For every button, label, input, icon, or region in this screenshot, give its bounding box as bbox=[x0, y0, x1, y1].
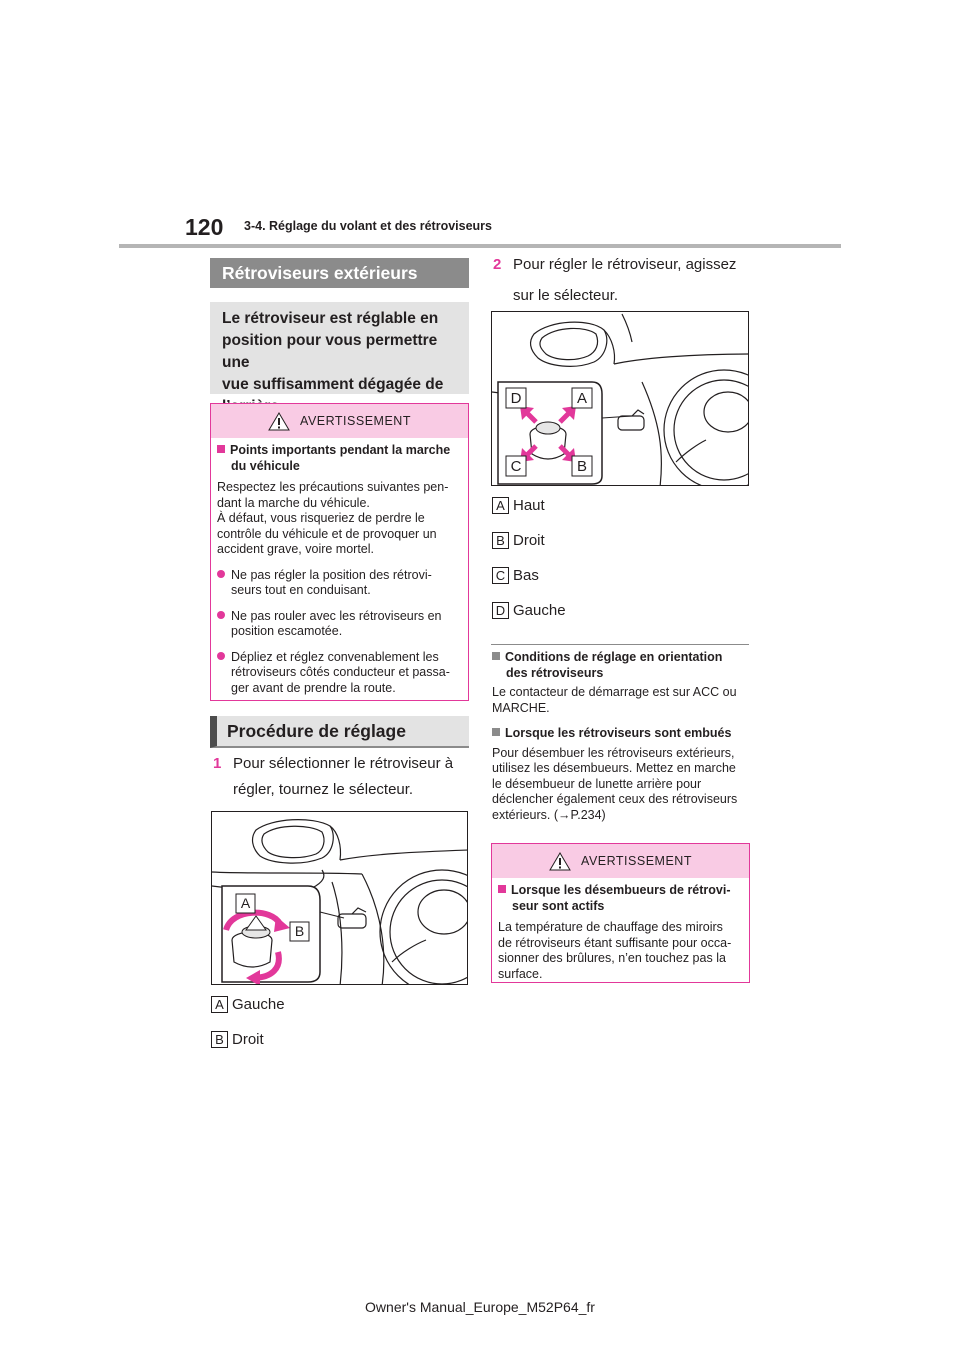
figure-mirror-selector bbox=[211, 811, 468, 985]
step-1 bbox=[213, 753, 473, 801]
figure-mirror-adjust bbox=[491, 311, 749, 486]
figure-2-label-c: C bbox=[510, 458, 522, 475]
warning-text: sionner des brûlures, n’en touchez pas la bbox=[498, 951, 726, 965]
section-title-text: Rétroviseurs extérieurs bbox=[222, 262, 418, 283]
legend-key: A bbox=[211, 996, 228, 1013]
step-text: Pour régler le rétroviseur, agissez bbox=[513, 256, 737, 273]
warning-bullet: Dépliez et réglez convenablement les bbox=[231, 649, 439, 664]
legend-key: D bbox=[492, 602, 509, 619]
legend-key: B bbox=[492, 532, 509, 549]
figure-2-label-d: D bbox=[510, 390, 522, 407]
section-title bbox=[210, 258, 469, 288]
note-divider bbox=[491, 644, 749, 645]
step-number: 2 bbox=[493, 256, 502, 273]
figure-1-label-b: B bbox=[294, 923, 305, 939]
intro-line: position pour vous permettre une bbox=[222, 332, 438, 371]
bullet-dot-icon bbox=[217, 570, 225, 578]
legend-text: Bas bbox=[513, 567, 539, 584]
legend-key: A bbox=[492, 497, 509, 514]
warning-bullet: seurs tout en conduisant. bbox=[231, 583, 371, 597]
note-text: le désembueur de lunette arrière pour bbox=[492, 776, 702, 791]
legend-item bbox=[211, 1031, 264, 1048]
note-text: Pour désembuer les rétroviseurs extérieurs, bbox=[492, 745, 735, 760]
note-fogged-mirrors bbox=[492, 726, 752, 823]
procedure-title bbox=[210, 716, 469, 748]
note-text: utilisez les désembueurs. Mettez en marche bbox=[492, 761, 736, 775]
note-heading: des rétroviseurs bbox=[506, 665, 604, 680]
legend-item bbox=[492, 567, 539, 584]
square-bullet-icon bbox=[498, 885, 506, 893]
note-text: Le contacteur de démarrage est sur ACC ou bbox=[492, 685, 737, 699]
warning-text: dant la marche du véhicule. bbox=[217, 495, 370, 510]
figure-2-label-a: A bbox=[576, 390, 588, 407]
step-text: sur le sélecteur. bbox=[513, 287, 619, 304]
footer-text: Owner's Manual_Europe_M52P64_fr bbox=[365, 1299, 595, 1315]
note-text: extérieurs. (→P.234) bbox=[492, 807, 606, 822]
warning-text: Respectez les précautions suivantes pen- bbox=[217, 480, 449, 494]
warning-bullet: ger avant de prendre la route. bbox=[231, 680, 396, 695]
bullet-dot-icon bbox=[217, 652, 225, 660]
header-divider bbox=[119, 244, 841, 248]
warning-header bbox=[211, 404, 468, 438]
intro-line: vue suffisamment dégagée de bbox=[222, 376, 444, 393]
warning-triangle-icon bbox=[549, 852, 571, 871]
legend-text: Gauche bbox=[513, 602, 566, 619]
warning-bullet: position escamotée. bbox=[231, 624, 343, 638]
warning-text: contrôle du véhicule et de provoquer un bbox=[217, 526, 437, 541]
page-number: 120 bbox=[185, 214, 224, 240]
note-heading: Lorsque les rétroviseurs sont embués bbox=[505, 726, 732, 740]
procedure-title-text: Procédure de réglage bbox=[227, 720, 406, 741]
warning-title: AVERTISSEMENT bbox=[300, 414, 411, 428]
warning-text: accident grave, voire mortel. bbox=[217, 542, 375, 556]
legend-text: Droit bbox=[232, 1031, 264, 1048]
warning-box bbox=[210, 403, 469, 701]
intro-line: Le rétroviseur est réglable en bbox=[222, 310, 439, 327]
legend-item bbox=[211, 996, 285, 1013]
warning-bullet: rétroviseurs côtés conducteur et passa- bbox=[231, 665, 450, 679]
warning-heading: seur sont actifs bbox=[512, 898, 605, 913]
warning-text: La température de chauffage des miroirs bbox=[498, 920, 723, 934]
square-bullet-icon bbox=[492, 728, 500, 736]
legend-text: Haut bbox=[513, 497, 545, 514]
figure-2-illustration bbox=[492, 312, 749, 486]
warning-bullet: Ne pas régler la position des rétrovi- bbox=[231, 567, 432, 582]
note-text: MARCHE. bbox=[492, 700, 550, 715]
note-heading: Conditions de réglage en orientation bbox=[505, 650, 723, 664]
legend-item bbox=[492, 602, 566, 619]
warning-title: AVERTISSEMENT bbox=[581, 854, 692, 868]
step-number: 1 bbox=[213, 755, 222, 772]
bullet-dot-icon bbox=[217, 611, 225, 619]
figure-2-label-b: B bbox=[576, 458, 588, 475]
square-bullet-icon bbox=[217, 445, 225, 453]
figure-1-label-a: A bbox=[240, 895, 251, 911]
legend-text: Gauche bbox=[232, 996, 285, 1013]
warning-header bbox=[492, 844, 749, 878]
square-bullet-icon bbox=[492, 652, 500, 660]
warning-bullet: Ne pas rouler avec les rétroviseurs en bbox=[231, 608, 442, 623]
intro-box bbox=[210, 302, 469, 394]
figure-1-illustration bbox=[212, 812, 468, 985]
legend-item bbox=[492, 497, 545, 514]
step-text: Pour sélectionner le rétroviseur à bbox=[233, 755, 454, 772]
warning-text: surface. bbox=[498, 966, 543, 981]
warning-text: À défaut, vous risqueriez de perdre le bbox=[217, 511, 425, 525]
warning-box-defogger bbox=[491, 843, 750, 983]
warning-heading: Lorsque les désembueurs de rétrovi- bbox=[511, 883, 731, 897]
chapter-title: 3-4. Réglage du volant et des rétroviseurs bbox=[244, 219, 492, 233]
note-adjust-conditions bbox=[492, 650, 752, 716]
step-text: régler, tournez le sélecteur. bbox=[233, 781, 414, 798]
warning-text: de rétroviseurs étant suffisante pour occa- bbox=[498, 935, 732, 950]
legend-key: B bbox=[211, 1031, 228, 1048]
warning-heading: Points importants pendant la marche bbox=[230, 443, 451, 457]
step-2 bbox=[493, 254, 753, 307]
legend-item bbox=[492, 532, 545, 549]
warning-heading: du véhicule bbox=[231, 458, 300, 473]
legend-key: C bbox=[492, 567, 509, 584]
note-text: déclencher également ceux des rétroviseurs bbox=[492, 792, 738, 806]
legend-text: Droit bbox=[513, 532, 545, 549]
warning-triangle-icon bbox=[268, 412, 290, 431]
